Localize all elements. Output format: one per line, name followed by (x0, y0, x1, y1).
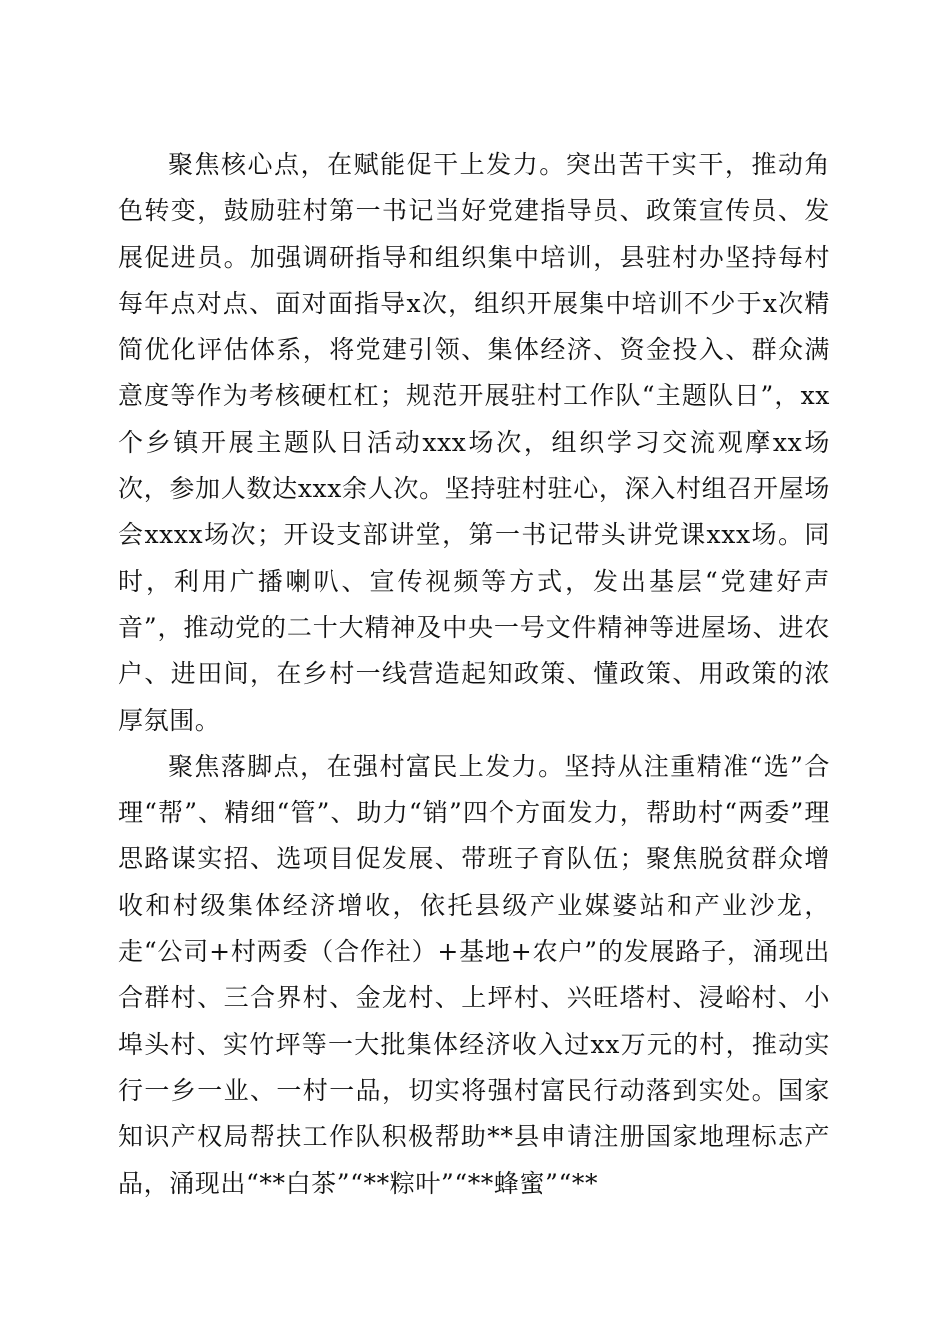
document-body (118, 142, 830, 1207)
paragraph-core-point: 聚焦核心点，在赋能促干上发力。突出苦干实干，推动角色转变，鼓励驻村第一书记当好党建指导员、政策宣传员、发展促进员。加强调研指导和组织集中培训，县驻村办坚持每村每年点对点、面对面指导x次，组织开展集中培训不少于x次精简优化评估体系，将党建引领、集体经济、资金投入、群众满意度等作为考核硬杠杠；规范开展驻村工作队“主题队日”，xx个乡镇开展主题队日活动xxx场次，组织学习交流观摩xx场次，参加人数达xxx余人次。坚持驻村驻心，深入村组召开屋场会xxxx场次；开设支部讲堂，第一书记带头讲党课xxx场。同时，利用广播喇叭、宣传视频等方式，发出基层“党建好声音”，推动党的二十大精神及中央一号文件精神等进屋场、进农户、进田间，在乡村一线营造起知政策、懂政策、用政策的浓厚氛围。 (118, 150, 830, 735)
paragraph-foothold-point: 聚焦落脚点，在强村富民上发力。坚持从注重精准“选”合理“帮”、精细“管”、助力“销”四个方面发力，帮助村“两委”理思路谋实招、选项目促发展、带班子育队伍；聚焦脱贫群众增收和村级集体经济增收，依托县级产业媒婆站和产业沙龙，走“公司+村两委（合作社）+基地+农户”的发展路子，涌现出合群村、三合界村、金龙村、上坪村、兴旺塔村、浸峪村、小埠头村、实竹坪等一大批集体经济收入过xx万元的村，推动实行一乡一业、一村一品，切实将强村富民行动落到实处。国家知识产权局帮扶工作队积极帮助**县申请注册国家地理标志产品，涌现出“**白茶”“**粽叶”“**蜂蜜”“** (118, 751, 830, 1198)
